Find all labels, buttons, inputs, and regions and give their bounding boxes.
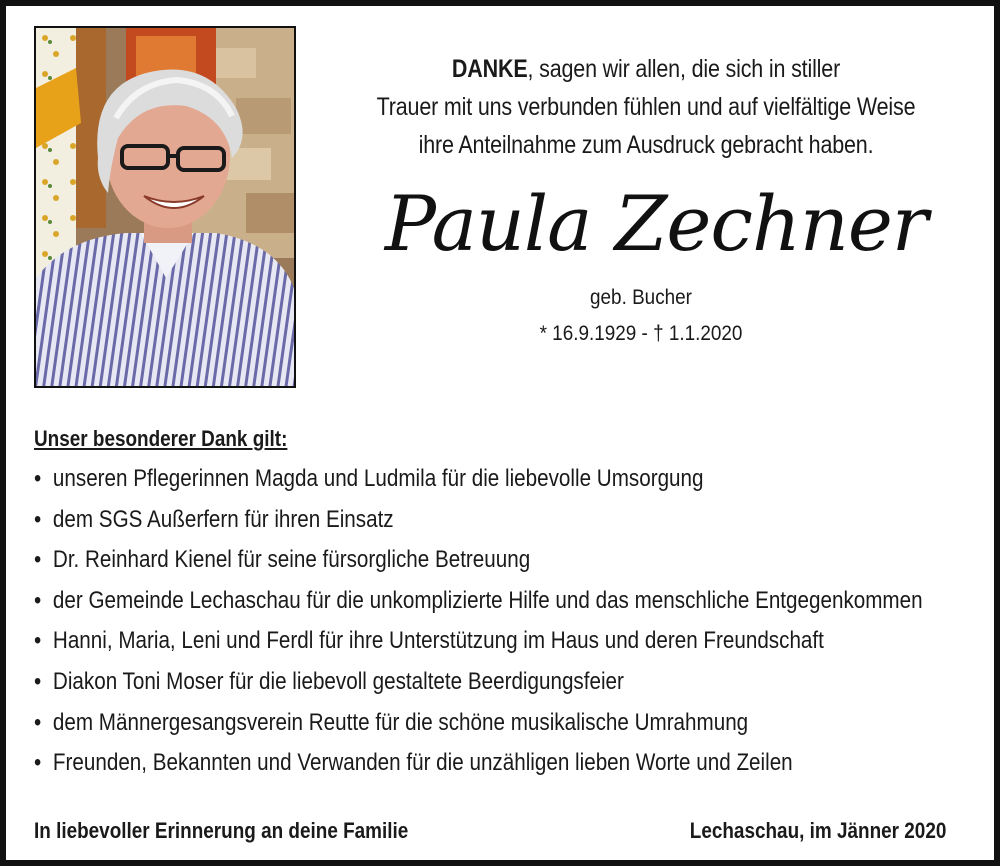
thanks-item-text: unseren Pflegerinnen Magda und Ludmila für die liebevolle Umsorgung	[52, 465, 704, 492]
thanks-item-text: dem Männergesangsverein Reutte für die schöne musikalische Umrahmung	[52, 708, 749, 736]
intro-line-2: Trauer mit uns verbunden fühlen und auf vielfältige Weise	[376, 93, 916, 121]
thanks-item	[34, 461, 923, 502]
life-dates: * 16.9.1929 - † 1.1.2020	[539, 322, 743, 345]
thanks-item-text: der Gemeinde Lechaschau für die unkomplizierte Hilfe und das menschliche Entgegenkommen	[52, 586, 923, 614]
bullet: •	[34, 586, 42, 614]
thanks-item	[34, 745, 923, 786]
birth-name: geb. Bucher	[590, 286, 692, 309]
thanks-item-text: Diakon Toni Moser für die liebevoll gestaltete Beerdigungsfeier	[52, 667, 624, 695]
thanks-list	[34, 461, 923, 786]
thanks-item	[34, 583, 923, 624]
thank-you-intro	[362, 50, 930, 164]
bullet: •	[34, 708, 42, 736]
thanks-item	[34, 664, 923, 705]
intro-line-1	[362, 50, 930, 88]
thanks-item	[34, 705, 923, 746]
bullet: •	[34, 546, 42, 574]
thanks-item	[34, 623, 923, 664]
bullet: •	[34, 627, 42, 655]
intro-lead-word: DANKE	[451, 55, 528, 83]
thanks-item-text: Dr. Reinhard Kienel für seine fürsorgliche Betreuung	[52, 546, 531, 574]
intro-line-3: ihre Anteilnahme zum Ausdruck gebracht haben.	[418, 131, 874, 159]
thanks-item-text: Hanni, Maria, Leni und Ferdl für ihre Unterstützung im Haus und deren Freundschaft	[52, 627, 824, 655]
thanks-heading: Unser besonderer Dank gilt:	[34, 426, 288, 451]
bullet: •	[34, 505, 42, 533]
thanks-item-text: Freunden, Bekannten und Verwanden für die unzähligen lieben Worte und Zeilen	[52, 749, 793, 777]
portrait-photo	[34, 26, 296, 388]
portrait-illustration	[36, 28, 294, 386]
bullet: •	[34, 749, 42, 777]
deceased-name: Paula Zechner	[384, 179, 928, 268]
bullet: •	[34, 465, 42, 492]
place-date: Lechaschau, im Jänner 2020	[689, 818, 946, 843]
bullet: •	[34, 667, 42, 695]
intro-line-1-rest: , sagen wir allen, die sich in stiller	[527, 55, 841, 83]
thanks-item	[34, 502, 923, 543]
thanks-item-text: dem SGS Außerfern für ihren Einsatz	[52, 505, 394, 533]
thanks-item	[34, 542, 923, 583]
family-signature: In liebevoller Erinnerung an deine Familie	[34, 818, 409, 843]
